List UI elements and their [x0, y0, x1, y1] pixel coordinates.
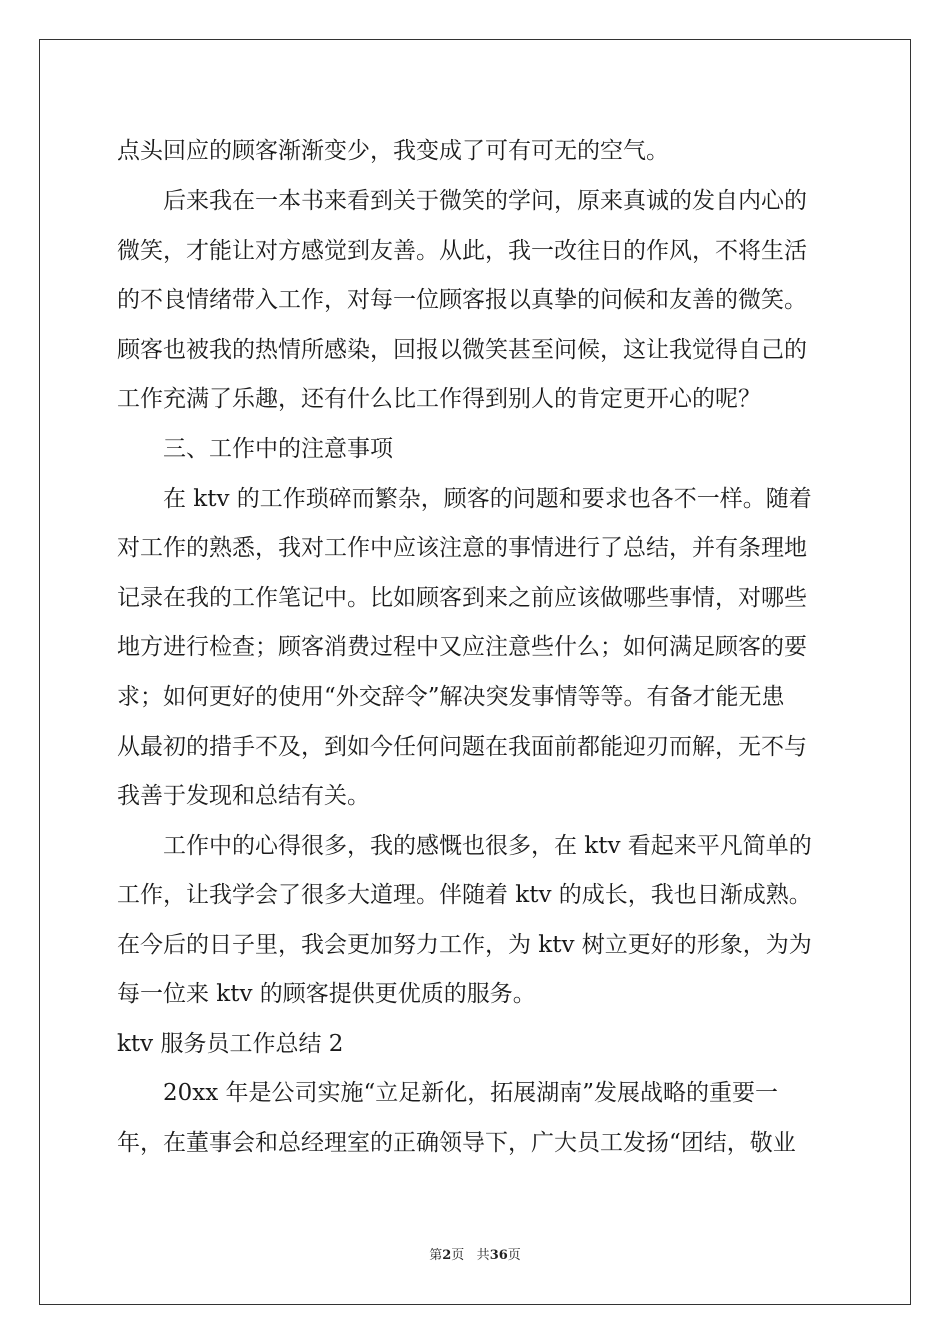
text-line-4: 的不良情绪带入工作，对每一位顾客报以真挚的问候和友善的微笑。 — [117, 287, 807, 313]
page-prefix: 第 — [429, 1248, 443, 1263]
text-line-10: 记录在我的工作笔记中。比如顾客到来之前应该做哪些事情，对哪些 — [117, 585, 807, 611]
text-line-3: 微笑，才能让对方感觉到友善。从此，我一改往日的作风，不将生活 — [117, 238, 807, 264]
text-line-8: 在 ktv 的工作琐碎而繁杂，顾客的问题和要求也各不一样。随着 — [163, 486, 812, 512]
text-line-21: 年，在董事会和总经理室的正确领导下，广大员工发扬“团结，敬业 — [117, 1130, 796, 1156]
document-subtitle: ktv 服务员工作总结 2 — [117, 1031, 344, 1057]
text-line-17: 在今后的日子里，我会更加努力工作，为 ktv 树立更好的形象，为为 — [117, 932, 812, 958]
text-line-5: 顾客也被我的热情所感染，回报以微笑甚至问候，这让我觉得自己的 — [117, 337, 807, 363]
section-heading: 三、工作中的注意事项 — [163, 436, 393, 462]
page-number: 2 — [442, 1248, 452, 1263]
text-line-6: 工作充满了乐趣，还有什么比工作得到别人的肯定更开心的呢？ — [117, 386, 761, 412]
text-line-13: 从最初的措手不及，到如今任何问题在我面前都能迎刃而解，无不与 — [117, 734, 807, 760]
text-line-15: 工作中的心得很多，我的感慨也很多，在 ktv 看起来平凡简单的 — [163, 833, 812, 859]
text-line-14: 我善于发现和总结有关。 — [117, 783, 370, 809]
text-line-11: 地方进行检查；顾客消费过程中又应注意些什么；如何满足顾客的要 — [117, 634, 807, 660]
page-footer — [0, 1248, 950, 1264]
total-pages: 36 — [489, 1248, 508, 1263]
text-line-12: 求；如何更好的使用“外交辞令”解决突发事情等等。有备才能无患 — [117, 684, 785, 710]
text-line-9: 对工作的熟悉，我对工作中应该注意的事情进行了总结，并有条理地 — [117, 535, 807, 561]
page-border — [39, 39, 911, 1305]
text-line-20: 20xx 年是公司实施“立足新化，拓展湖南”发展战略的重要一 — [163, 1080, 779, 1106]
page-suffix: 页 — [451, 1248, 465, 1263]
total-prefix: 共 — [476, 1248, 490, 1263]
total-suffix: 页 — [507, 1248, 521, 1263]
text-line-1: 点头回应的顾客渐渐变少，我变成了可有可无的空气。 — [117, 138, 669, 164]
text-line-2: 后来我在一本书来看到关于微笑的学问，原来真诚的发自内心的 — [163, 188, 807, 214]
text-line-16: 工作，让我学会了很多大道理。伴随着 ktv 的成长，我也日渐成熟。 — [117, 882, 812, 908]
text-line-18: 每一位来 ktv 的顾客提供更优质的服务。 — [117, 981, 536, 1007]
